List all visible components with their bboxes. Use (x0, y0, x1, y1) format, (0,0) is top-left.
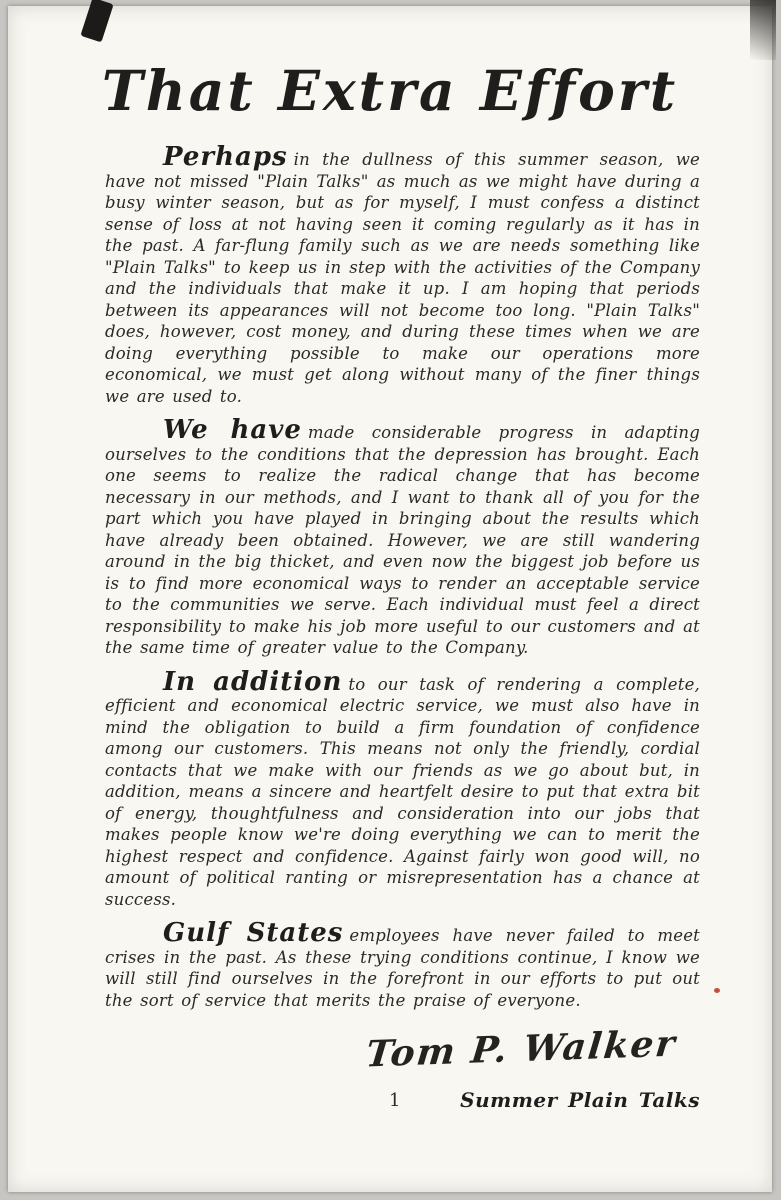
paragraph-2 (105, 415, 700, 659)
letter-body (8, 123, 772, 1011)
page-number: 1 (389, 1090, 401, 1111)
paragraph-1 (105, 142, 700, 407)
page-footer (8, 1088, 772, 1118)
paragraph-4 (105, 918, 701, 1011)
paragraph-2-text: made considerable progress in adapting ourselves to the conditions that the depression has brought. Each one seems to realize the radical change that has become necessary in our methods, and I want to thank all of you for the part which you have played in bringing about the results which have already been obtained. However, we are still wandering around in the big thicket, and even now the biggest job before us is to find more economical ways to render an acceptable service to the communities we serve. Each individual must feel a direct responsibility to make his job more useful to our customers and at the same time of greater value to the Company. (105, 423, 700, 657)
paragraph-1-text: in the dullness of this summer season, we have not missed "Plain Talks" as much as we might have during a busy winter season, but as for myself, I must confess a distinct sense of loss at not having seen it coming regularly as it has in the past. A far-flung family such as we are needs something like "Plain Talks" to keep us in step with the activities of the Company and the individuals that make it up. I am hoping that periods between its appearances will not become too long. "Plain Talks" does, however, cost money, and during these times when we are doing everything possible to make our operations more economical, we must get along without many of the finer things we are used to. (105, 150, 700, 406)
paragraph-4-lead-word: Gulf States (163, 918, 344, 948)
paragraph-3-text: to our task of rendering a complete, efficient and economical electric service, we must also have in mind the obligation to build a firm foundation of confidence among our customers. This means not only the friendly, cordial contacts that we make with our friends as we go about but, in addition, means a sincere and heartfelt desire to put that extra bit of energy, thoughtfulness and consideration into our jobs that makes people know we're doing everything we can to merit the highest respect and confidence. Against fairly won good will, no amount of political ranting or misrepresentation has a chance at success. (105, 674, 700, 909)
handwritten-signature: Tom P. Walker (364, 1022, 680, 1076)
paragraph-3-lead-word: In addition (163, 666, 343, 697)
paragraph-2-lead-word: We have (163, 415, 302, 445)
scan-artifact-red-dot (714, 988, 720, 993)
signature-row (8, 1022, 772, 1076)
paragraph-1-lead-word: Perhaps (163, 142, 288, 172)
publication-name: Summer Plain Talks (460, 1088, 700, 1112)
scan-artifact-top-right (750, 0, 776, 60)
page-title: That Extra Effort (101, 58, 679, 123)
paragraph-3 (105, 666, 700, 911)
paragraph-4-text: employees have never failed to meet crises in the past. As these trying conditions continue, I know we will still find ourselves in the forefront in our efforts to put out the sort of service that merits the praise of everyone. (105, 926, 701, 1010)
document-page (8, 6, 772, 1192)
